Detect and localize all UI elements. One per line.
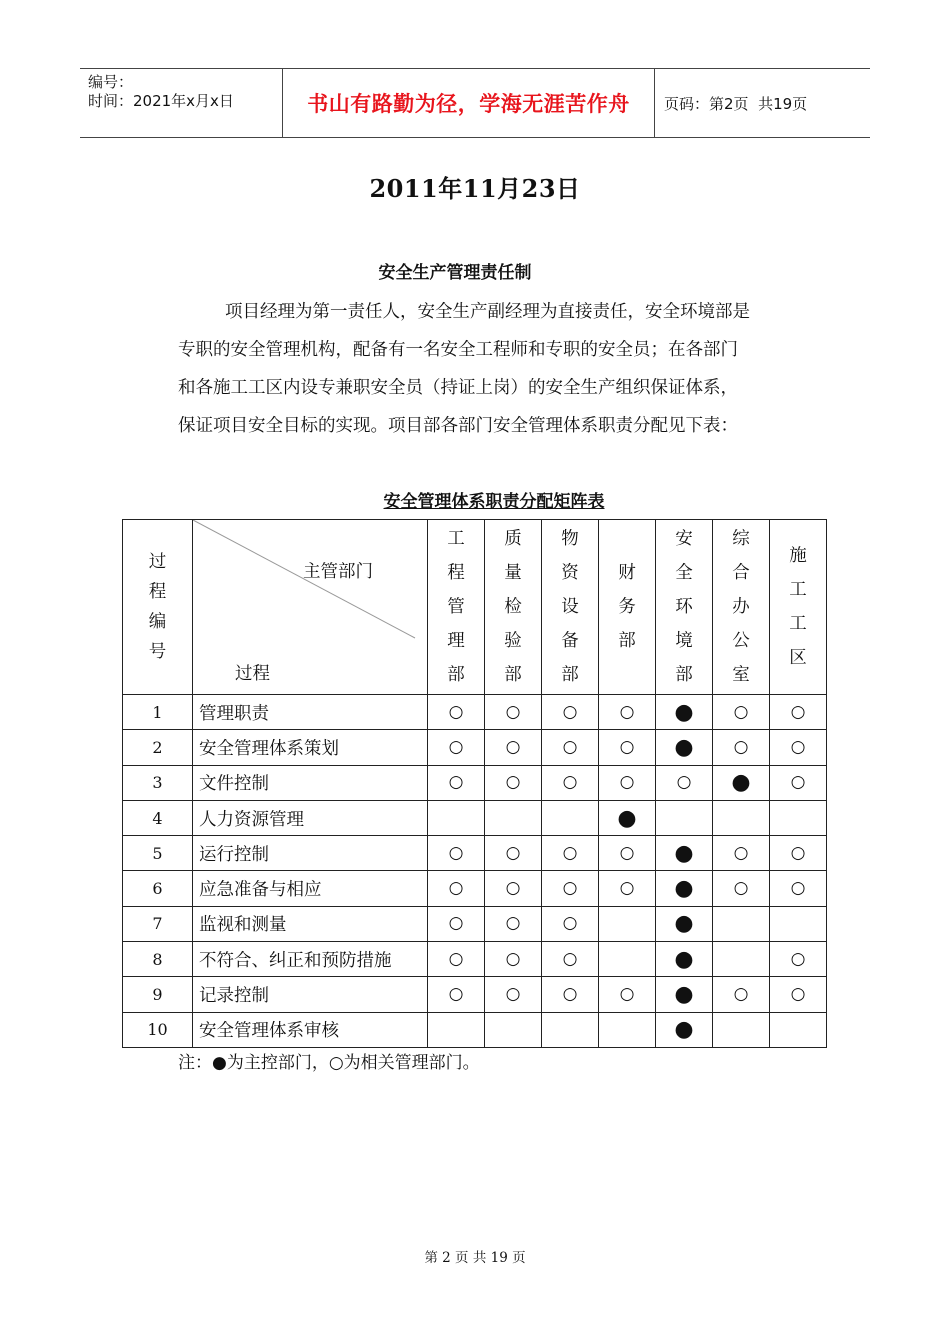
department-header (485, 520, 542, 695)
table-row (123, 765, 827, 800)
process-number: 5 (123, 836, 193, 871)
corner-process-label: 过程 (235, 664, 270, 684)
header-motto: 书山有路勤为径，学海无涯苦作舟 (282, 69, 655, 137)
related-dept-mark: ○ (713, 836, 770, 871)
table-row (123, 977, 827, 1012)
department-header (656, 520, 713, 695)
department-char: 工 (447, 529, 465, 549)
empty-cell (428, 800, 485, 835)
table-row (123, 942, 827, 977)
department-char: 程 (447, 563, 465, 583)
department-char: 区 (789, 648, 807, 668)
process-name: 应急准备与相应 (193, 871, 428, 906)
department-char: 务 (618, 597, 636, 617)
related-dept-mark: ○ (542, 730, 599, 765)
table-row (123, 1012, 827, 1047)
corner-dept-label: 主管部门 (303, 562, 373, 582)
related-dept-mark: ○ (542, 836, 599, 871)
related-dept-mark: ○ (428, 695, 485, 730)
related-dept-mark: ○ (656, 765, 713, 800)
time-label: 时间：2021年x月x日 (88, 92, 234, 110)
related-dept-mark: ○ (485, 871, 542, 906)
related-dept-mark: ○ (713, 730, 770, 765)
related-dept-mark: ○ (770, 871, 827, 906)
header-char: 过 (148, 552, 167, 572)
department-header (599, 520, 656, 695)
table-title: 安全管理体系职责分配矩阵表 (383, 492, 605, 512)
related-dept-mark: ○ (428, 906, 485, 941)
related-dept-mark: ○ (542, 765, 599, 800)
related-dept-mark: ○ (485, 977, 542, 1012)
department-char: 合 (732, 563, 750, 583)
department-char: 全 (675, 563, 693, 583)
process-number: 2 (123, 730, 193, 765)
department-char: 部 (561, 665, 579, 685)
empty-cell (713, 942, 770, 977)
process-name: 管理职责 (193, 695, 428, 730)
process-name: 不符合、纠正和预防措施 (193, 942, 428, 977)
department-char: 部 (504, 665, 522, 685)
date-title: 2011年11月23日 (369, 174, 581, 203)
related-dept-mark: ○ (485, 942, 542, 977)
department-char: 办 (732, 597, 750, 617)
primary-dept-mark: ● (599, 800, 656, 835)
section-title: 安全生产管理责任制 (378, 263, 532, 283)
process-number: 4 (123, 800, 193, 835)
related-dept-mark: ○ (542, 695, 599, 730)
related-dept-mark: ○ (428, 836, 485, 871)
table-note: 注：●为主控部门，○为相关管理部门。 (178, 1053, 480, 1073)
related-dept-mark: ○ (485, 765, 542, 800)
related-dept-mark: ○ (599, 695, 656, 730)
department-char: 工 (789, 614, 807, 634)
paragraph-line: 和各施工工区内设专兼职安全员（持证上岗）的安全生产组织保证体系， (178, 378, 738, 398)
table-row (123, 871, 827, 906)
primary-dept-mark: ● (656, 836, 713, 871)
department-char: 物 (561, 529, 579, 549)
department-header (428, 520, 485, 695)
related-dept-mark: ○ (428, 871, 485, 906)
empty-cell (770, 1012, 827, 1047)
primary-dept-mark: ● (656, 942, 713, 977)
header-page-info (655, 69, 870, 137)
header-meta (80, 69, 282, 137)
process-number: 6 (123, 871, 193, 906)
process-number-header (123, 520, 193, 695)
process-number: 10 (123, 1012, 193, 1047)
related-dept-mark: ○ (428, 765, 485, 800)
empty-cell (713, 1012, 770, 1047)
related-dept-mark: ○ (713, 871, 770, 906)
related-dept-mark: ○ (485, 695, 542, 730)
process-name: 安全管理体系策划 (193, 730, 428, 765)
empty-cell (770, 800, 827, 835)
table-row (123, 730, 827, 765)
empty-cell (599, 906, 656, 941)
related-dept-mark: ○ (599, 765, 656, 800)
empty-cell (713, 800, 770, 835)
empty-cell (599, 942, 656, 977)
department-char: 工 (789, 580, 807, 600)
paragraph-line: 保证项目安全目标的实现。项目部各部门安全管理体系职责分配见下表： (178, 416, 738, 436)
related-dept-mark: ○ (770, 730, 827, 765)
process-number: 8 (123, 942, 193, 977)
header-char: 号 (148, 642, 167, 662)
diagonal-line (193, 520, 427, 694)
department-header (770, 520, 827, 695)
primary-dept-mark: ● (656, 906, 713, 941)
related-dept-mark: ○ (713, 977, 770, 1012)
process-number: 7 (123, 906, 193, 941)
related-dept-mark: ○ (770, 695, 827, 730)
paragraph-line: 专职的安全管理机构，配备有一名安全工程师和专职的安全员；在各部门 (178, 340, 738, 360)
department-header (542, 520, 599, 695)
related-dept-mark: ○ (428, 942, 485, 977)
department-char: 施 (789, 546, 807, 566)
department-char: 综 (732, 529, 750, 549)
primary-dept-mark: ● (656, 977, 713, 1012)
related-dept-mark: ○ (599, 836, 656, 871)
intro-paragraph (178, 293, 818, 445)
department-char: 设 (561, 597, 579, 617)
process-name: 文件控制 (193, 765, 428, 800)
primary-dept-mark: ● (656, 871, 713, 906)
header-char: 程 (148, 582, 167, 602)
process-name: 运行控制 (193, 836, 428, 871)
department-char: 量 (504, 563, 522, 583)
primary-dept-mark: ● (656, 1012, 713, 1047)
process-number: 9 (123, 977, 193, 1012)
table-header-row (123, 520, 827, 695)
related-dept-mark: ○ (770, 942, 827, 977)
department-char: 财 (618, 563, 636, 583)
related-dept-mark: ○ (599, 977, 656, 1012)
page-header (80, 68, 870, 138)
page-footer (0, 1246, 950, 1266)
empty-cell (599, 1012, 656, 1047)
footer-text: 第 2 页 共 19 页 (424, 1250, 526, 1266)
department-char: 检 (504, 597, 522, 617)
related-dept-mark: ○ (770, 836, 827, 871)
department-char: 部 (675, 665, 693, 685)
related-dept-mark: ○ (770, 765, 827, 800)
number-label: 编号： (88, 73, 134, 91)
empty-cell (770, 906, 827, 941)
department-char: 管 (447, 597, 465, 617)
department-char: 验 (504, 631, 522, 651)
diagonal-corner-header (193, 520, 428, 695)
related-dept-mark: ○ (485, 836, 542, 871)
primary-dept-mark: ● (656, 730, 713, 765)
process-name: 安全管理体系审核 (193, 1012, 428, 1047)
department-char: 室 (732, 665, 750, 685)
empty-cell (542, 1012, 599, 1047)
process-name: 记录控制 (193, 977, 428, 1012)
department-char: 备 (561, 631, 579, 651)
header-char: 编 (148, 612, 167, 632)
empty-cell (485, 800, 542, 835)
table-row (123, 695, 827, 730)
department-char: 部 (447, 665, 465, 685)
department-char: 质 (504, 529, 522, 549)
related-dept-mark: ○ (599, 730, 656, 765)
paragraph-line: 项目经理为第一责任人，安全生产副经理为直接责任，安全环境部是 (225, 302, 750, 322)
empty-cell (656, 800, 713, 835)
related-dept-mark: ○ (770, 977, 827, 1012)
process-number: 1 (123, 695, 193, 730)
process-number: 3 (123, 765, 193, 800)
department-char: 理 (447, 631, 465, 651)
empty-cell (713, 906, 770, 941)
department-char: 公 (732, 631, 750, 651)
department-char: 环 (675, 597, 693, 617)
related-dept-mark: ○ (428, 730, 485, 765)
related-dept-mark: ○ (542, 871, 599, 906)
related-dept-mark: ○ (599, 871, 656, 906)
department-char: 资 (561, 563, 579, 583)
primary-dept-mark: ● (656, 695, 713, 730)
related-dept-mark: ○ (542, 942, 599, 977)
department-header (713, 520, 770, 695)
empty-cell (542, 800, 599, 835)
related-dept-mark: ○ (485, 906, 542, 941)
process-name: 监视和测量 (193, 906, 428, 941)
empty-cell (428, 1012, 485, 1047)
primary-dept-mark: ● (713, 765, 770, 800)
related-dept-mark: ○ (428, 977, 485, 1012)
department-char: 安 (675, 529, 693, 549)
related-dept-mark: ○ (542, 977, 599, 1012)
department-char: 境 (675, 631, 693, 651)
related-dept-mark: ○ (713, 695, 770, 730)
table-row (123, 836, 827, 871)
responsibility-matrix (122, 519, 827, 1048)
related-dept-mark: ○ (542, 906, 599, 941)
table-row (123, 906, 827, 941)
related-dept-mark: ○ (485, 730, 542, 765)
process-name: 人力资源管理 (193, 800, 428, 835)
department-char: 部 (618, 631, 636, 651)
empty-cell (485, 1012, 542, 1047)
table-row (123, 800, 827, 835)
page-info-text: 页码：第2页 共19页 (664, 94, 808, 113)
